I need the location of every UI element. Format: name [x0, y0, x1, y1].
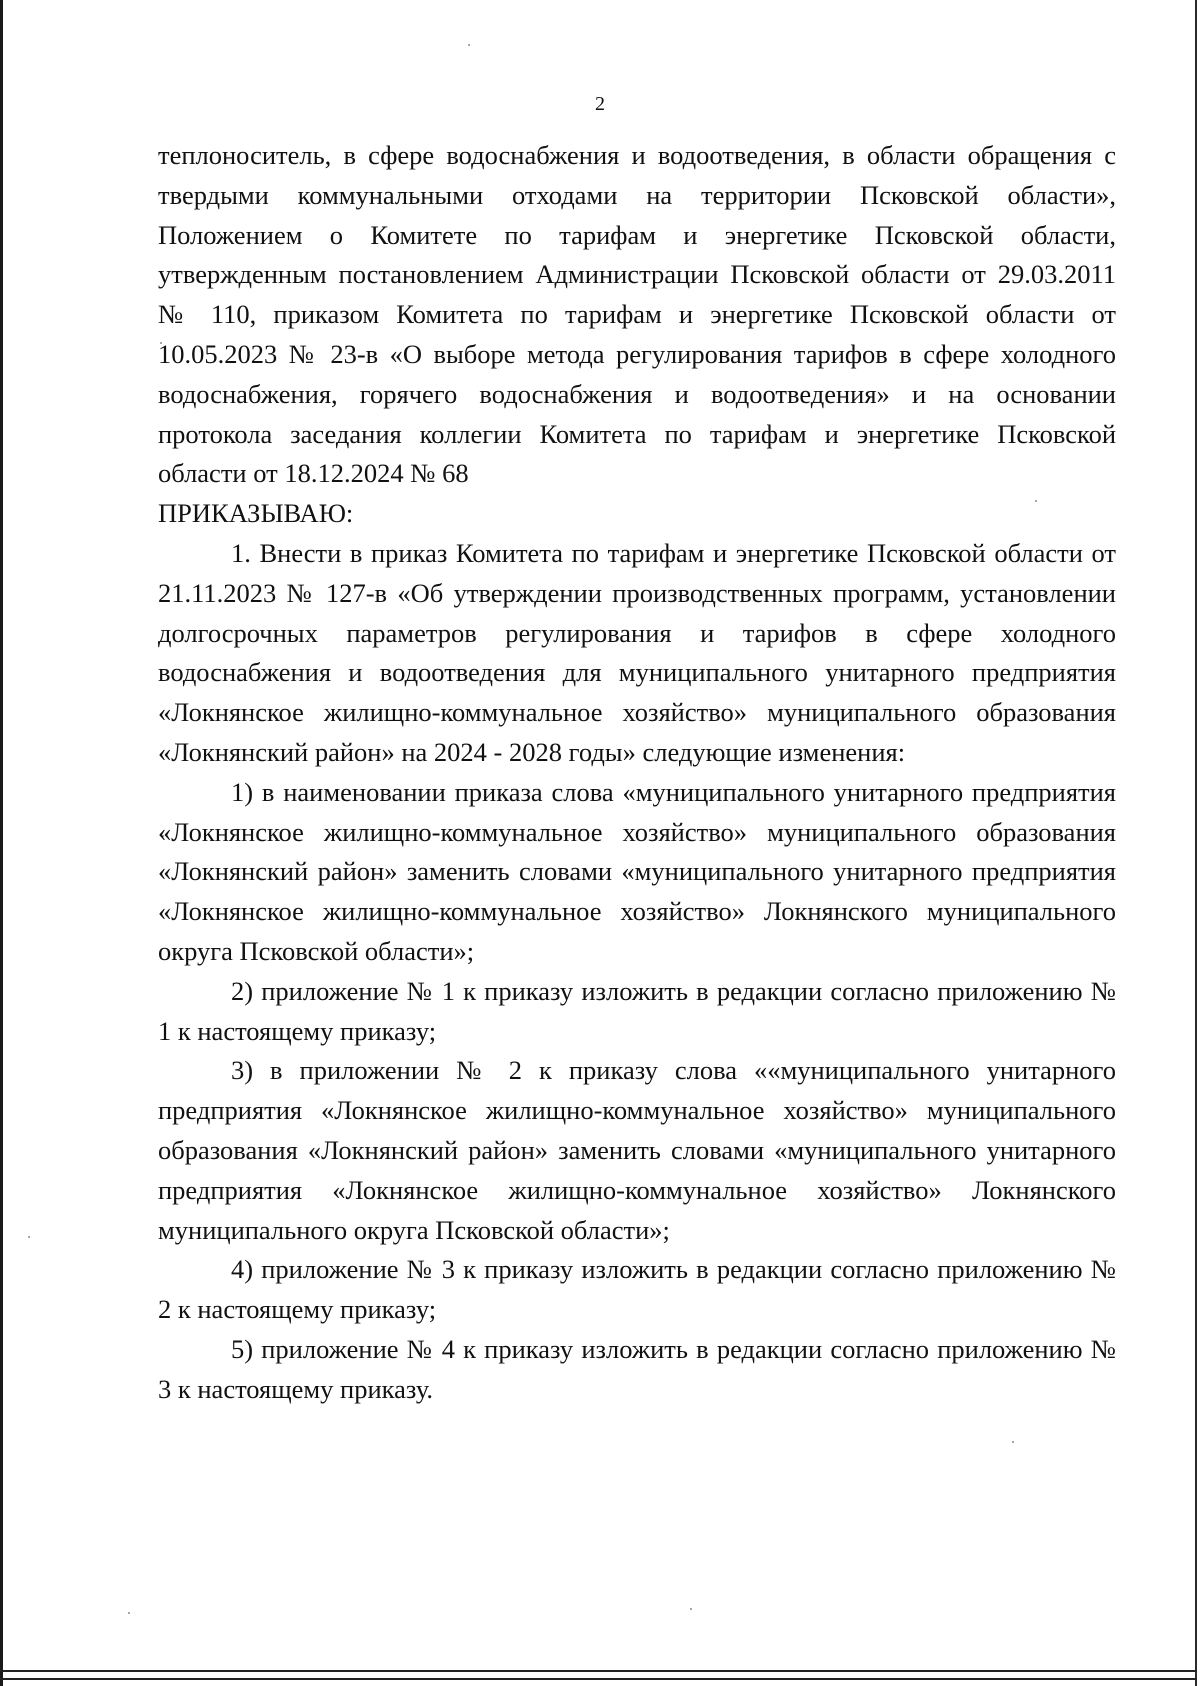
order-heading: ПРИКАЗЫВАЮ:: [158, 498, 354, 529]
scan-bottom-edge: [0, 1670, 1197, 1672]
subpoint-1-paragraph: 1) в наименовании приказа слова «муниципального унитарного предприятия «Локнянское жилищно-коммунальное хозяйство» муниципального образования «Локнянский район» заменить словами «муниципального унитарного предприятия «Локнянское жилищно-коммунальное хозяйство» Локнянского муниципального округа Псковской области»;: [158, 776, 1116, 966]
scan-speck: [468, 44, 470, 46]
scan-right-edge: [1195, 0, 1197, 1686]
intro-paragraph: теплоноситель, в сфере водоснабжения и водоотведения, в области обращения с твердыми коммунальными отходами на территории Псковской области», Положением о Комитете по тарифам и энергетике Псковской области, утвержденным постановлением Администрации Псковской области от 29.03.2011 № 110, приказом Комитета по тарифам и энергетике Псковской области от 10.05.2023 № 23-в «О выборе метода регулирования тарифов в сфере холодного водоснабжения, горячего водоснабжения и водоотведения» и на основании протокола заседания коллегии Комитета по тарифам и энергетике Псковской области от 18.12.2024 № 68: [158, 140, 1116, 489]
scan-speck: [28, 1236, 30, 1238]
subpoint-2-paragraph: 2) приложение № 1 к приказу изложить в редакции согласно приложению № 1 к настоящему приказу;: [158, 975, 1116, 1046]
point-1-paragraph: 1. Внести в приказ Комитета по тарифам и энергетике Псковской области от 21.11.2023 № 127-в «Об утверждении производственных программ, установлении долгосрочных параметров регулирования и тарифов в сфере холодного водоснабжения и водоотведения для муниципального унитарного предприятия «Локнянское жилищно-коммунальное хозяйство» муниципального образования «Локнянский район» на 2024 - 2028 годы» следующие изменения:: [158, 537, 1116, 767]
scan-speck: [690, 1608, 692, 1610]
subpoint-4-paragraph: 4) приложение № 3 к приказу изложить в редакции согласно приложению № 2 к настоящему приказу;: [158, 1254, 1116, 1325]
scan-speck: [128, 1612, 130, 1614]
page-number: 2: [595, 93, 605, 115]
subpoint-3-paragraph: 3) в приложении № 2 к приказу слова ««муниципального унитарного предприятия «Локнянское жилищно-коммунальное хозяйство» муниципального образования «Локнянский район» заменить словами «муниципального унитарного предприятия «Локнянское жилищно-коммунальное хозяйство» Локнянского муниципального округа Псковской области»;: [158, 1055, 1116, 1245]
scan-speck: [1012, 1441, 1014, 1443]
document-body: [158, 136, 1116, 1410]
subpoint-5-paragraph: 5) приложение № 4 к приказу изложить в редакции согласно приложению № 3 к настоящему приказу.: [158, 1333, 1116, 1404]
scan-bottom-edge-inner: [0, 1678, 1197, 1680]
scan-left-edge: [0, 0, 3, 1686]
